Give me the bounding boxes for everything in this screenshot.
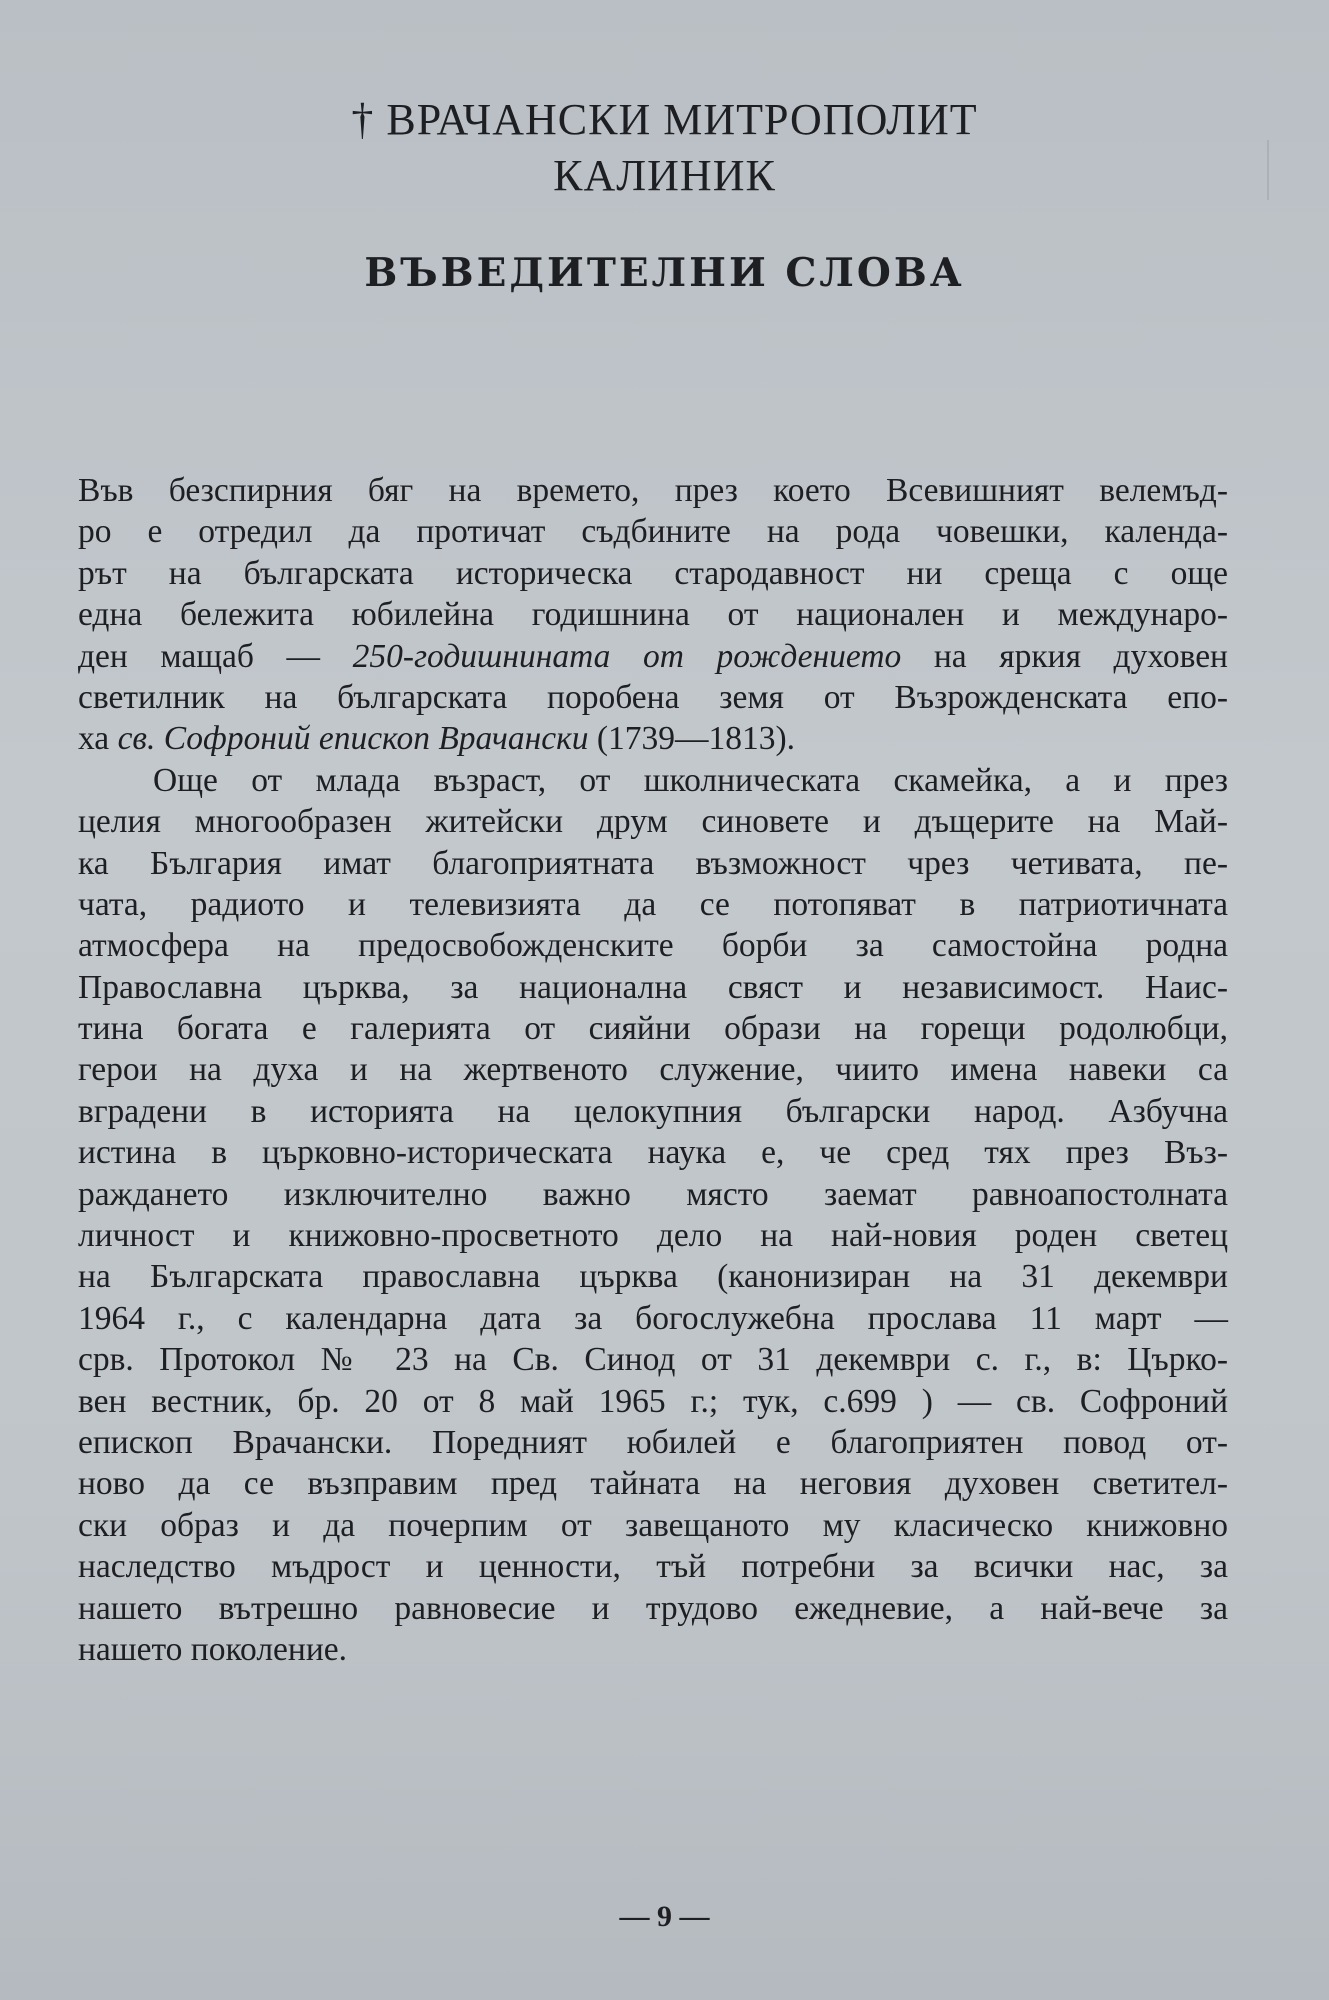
text-line: ново да се възправим пред тайната на неговия духовен светител- [78, 1465, 1228, 1503]
text-line: герои на духа и на жертвеното служение, чиито имена навеки са [78, 1051, 1228, 1089]
text-line: целия многообразен житейски друм синовете и дъщерите на Май- [78, 803, 1228, 841]
text-line: ски образ и да почерпим от завещаното му класическо книжовно [78, 1506, 1228, 1544]
text-line: ро е отредил да протичат съдбините на рода човешки, календа- [78, 513, 1228, 551]
author-line-1: † ВРАЧАНСКИ МИТРОПОЛИТ [351, 95, 978, 144]
chapter-title: ВЪВЕДИТЕЛНИ СЛОВА [364, 250, 965, 296]
text-segment: ха [78, 720, 118, 758]
text-segment: на яркия духовен [901, 637, 1228, 675]
text-line: епископ Врачански. Поредният юбилей е благоприятен повод от- [78, 1423, 1228, 1461]
text-line: личност и книжовно-просветното дело на най-новия роден светец [78, 1217, 1228, 1255]
text-line: нашето вътрешно равновесие и трудово ежедневие, а най-вече за [78, 1589, 1228, 1627]
text-line: Още от млада възраст, от школническата скамейка, а и през [153, 761, 1228, 799]
text-line: нашето поколение. [78, 1630, 348, 1668]
text-line: Във безспирния бяг на времето, през което Всевишният велемъд- [78, 472, 1228, 509]
italic-emphasis: 250-годишнината от рождението [352, 637, 902, 675]
page-number: — 9 — [619, 1900, 710, 1933]
author-line-2: КАЛИНИК [553, 151, 776, 200]
text-line: рът на българската историческа стародавност ни среща с още [78, 554, 1228, 592]
text-line: наследство мъдрост и ценности, тъй потребни за всички нас, за [78, 1548, 1228, 1586]
text-line: атмосфера на предосвобожденските борби за самостойна родна [78, 927, 1228, 965]
text-line [78, 636, 1228, 677]
text-line: тина богата е галерията от сияйни образи на горещи родолюбци, [78, 1010, 1228, 1048]
italic-emphasis: св. Софроний епископ Врачански [117, 720, 589, 758]
text-line [78, 718, 1228, 759]
author-heading [0, 92, 1329, 204]
text-segment: ден мащаб — [78, 637, 353, 675]
text-line: ка България имат благоприятната възможност чрез четивата, пе- [78, 844, 1228, 882]
body-text [78, 470, 1228, 1670]
text-segment: (1739—1813). [588, 720, 796, 758]
text-line: една бележита юбилейна годишнина от национален и междунаро- [78, 596, 1228, 634]
text-line: вен вестник, бр. 20 от 8 май 1965 г.; тук, с.699 ) — св. Софроний [78, 1382, 1228, 1420]
text-line: чата, радиото и телевизията да се потопяват в патриотичната [78, 885, 1228, 923]
text-line: на Българската православна църква (канонизиран на 31 декември [78, 1258, 1228, 1296]
text-line: раждането изключително важно място заемат равноапостолната [78, 1175, 1228, 1213]
text-line: светилник на българската поробена земя от Възрожденската епо- [78, 678, 1228, 716]
text-line: вградени в историята на целокупния български народ. Азбучна [78, 1092, 1228, 1130]
text-line: истина в църковно-историческата наука е, че сред тях през Въз- [78, 1134, 1228, 1172]
text-line: Православна църква, за национална свяст и независимост. Наис- [78, 968, 1228, 1006]
text-line: срв. Протокол № 23 на Св. Синод от 31 декември с. г., в: Църко- [78, 1341, 1228, 1379]
text-line: 1964 г., с календарна дата за богослужебна прослава 11 март — [78, 1299, 1228, 1337]
